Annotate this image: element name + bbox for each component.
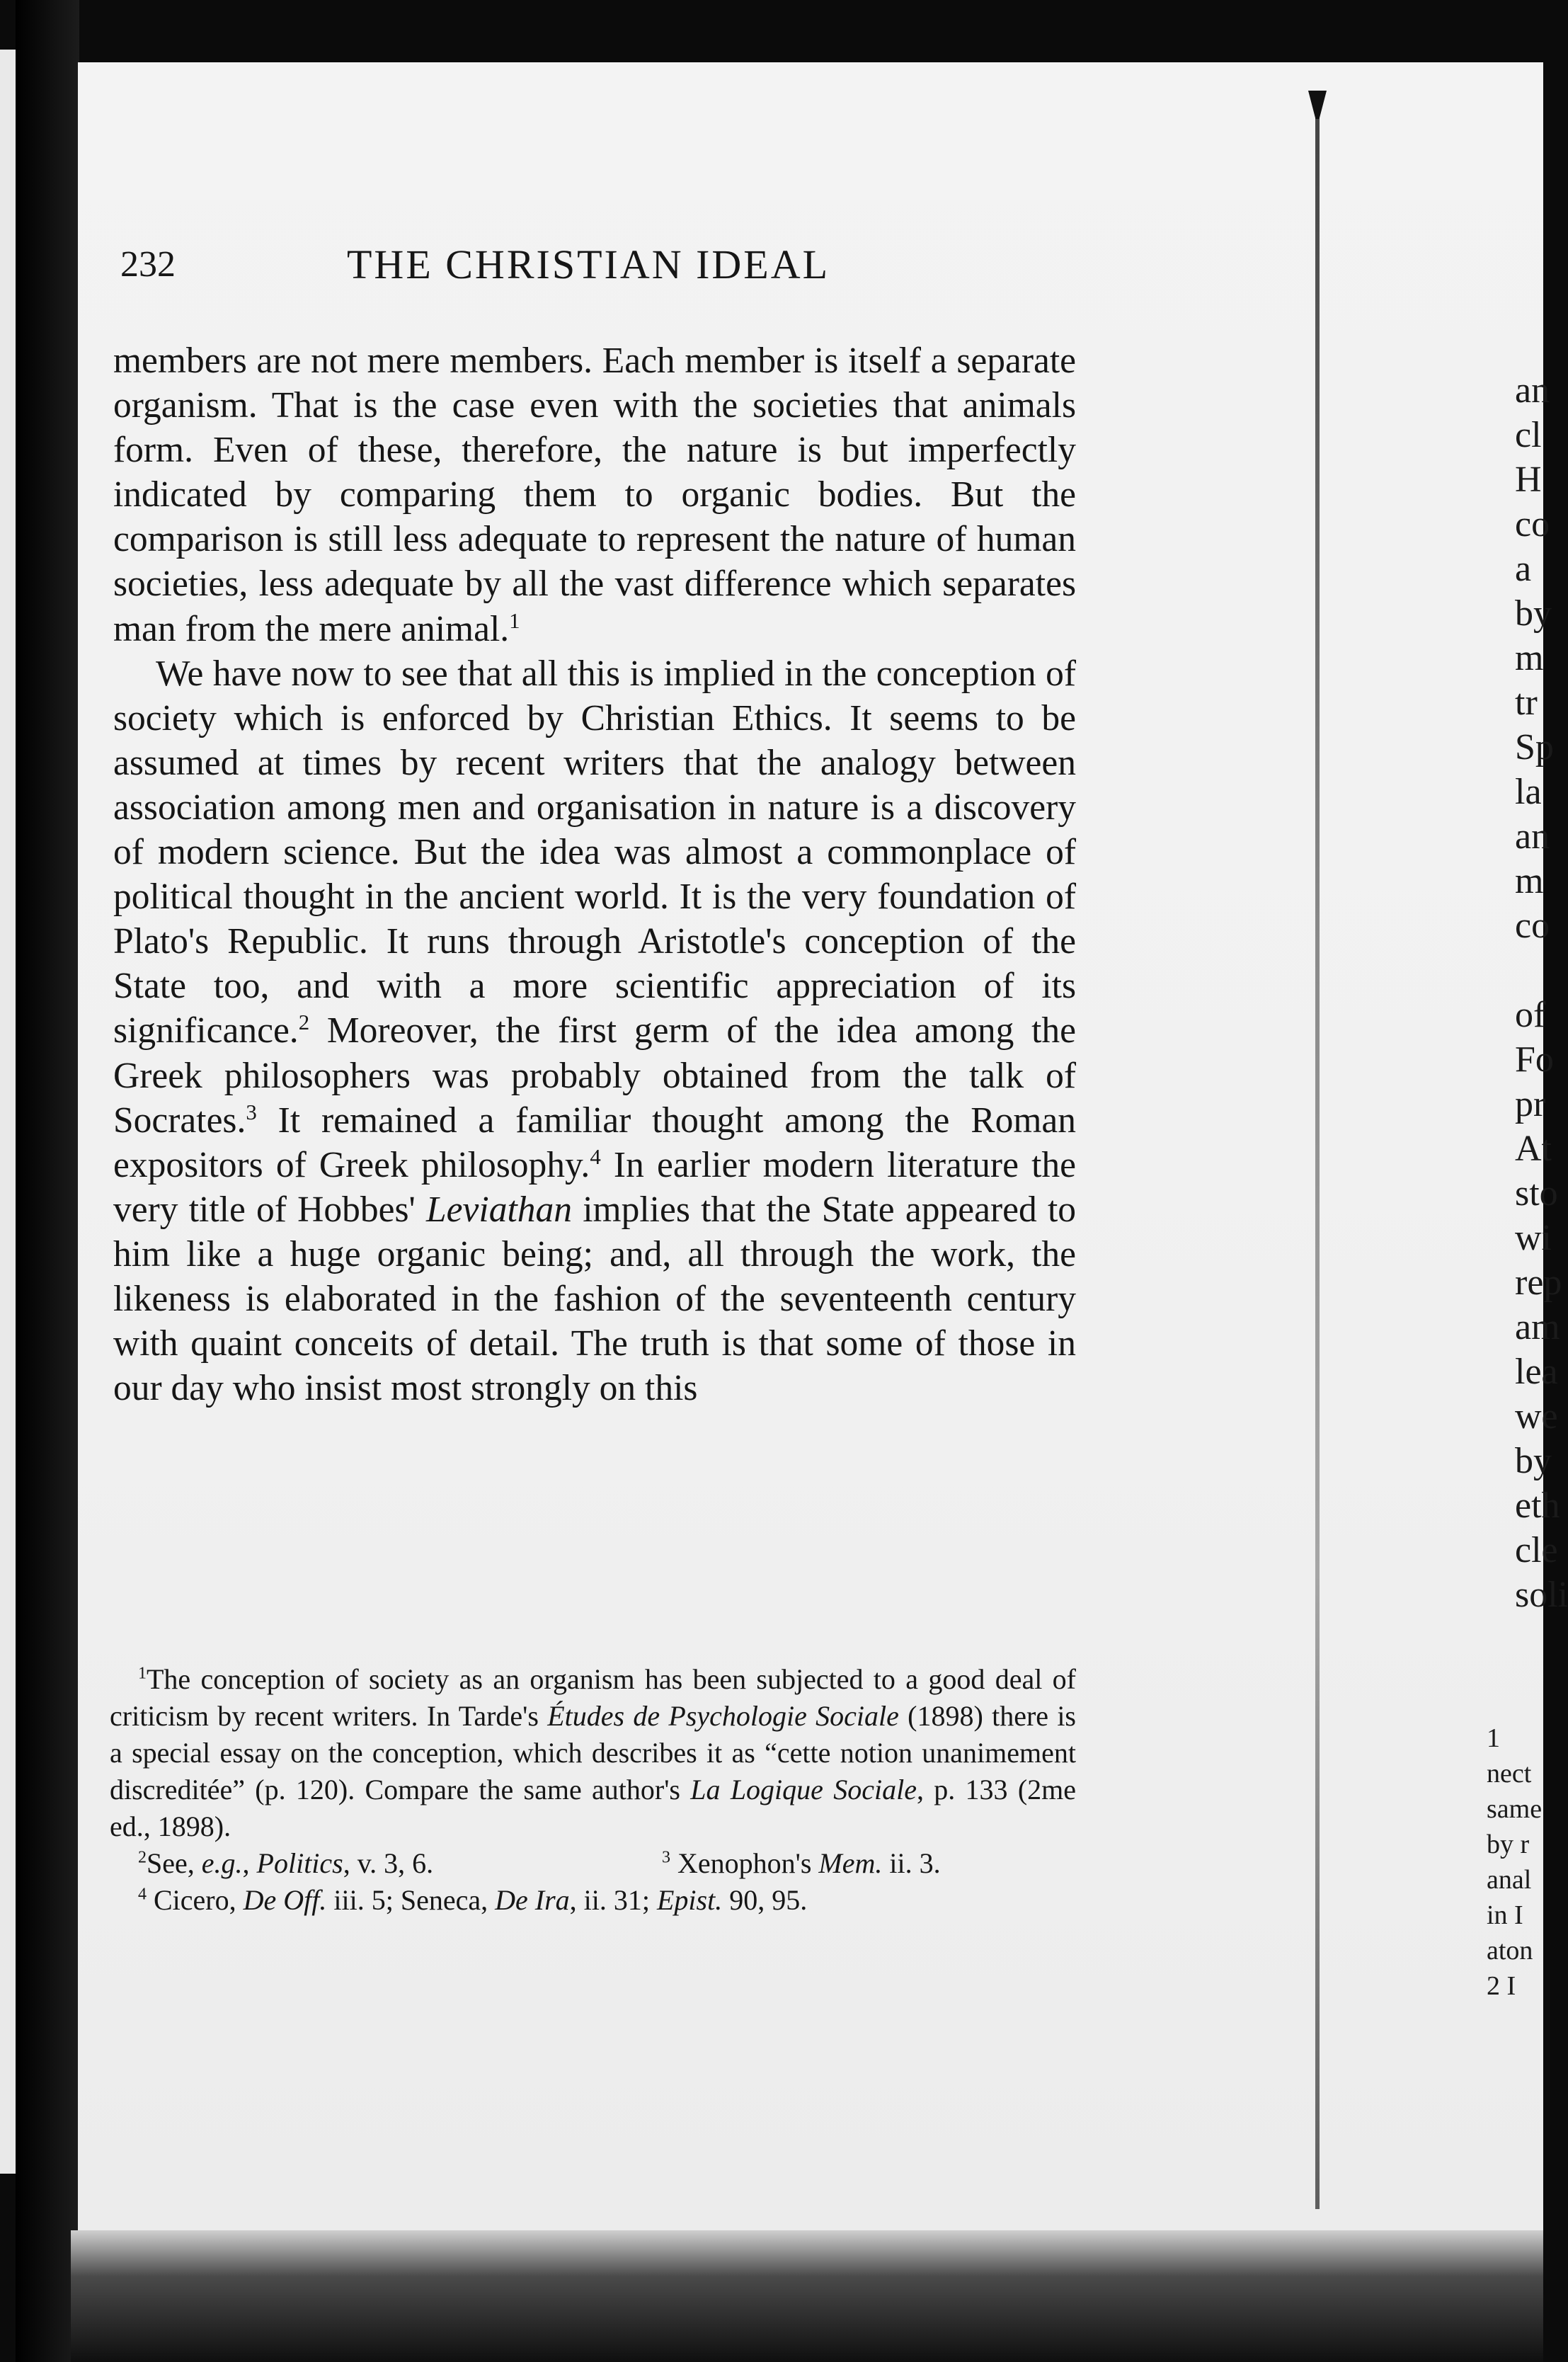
next-page-note-line: same [1487,1794,1543,1824]
next-page-fragment [1515,368,1568,1617]
next-page-note-line: by r [1487,1830,1530,1859]
footnote-3 [662,1845,941,1882]
next-page-line: co [1515,906,1550,946]
footnote-2-eg: e.g. [201,1847,243,1879]
next-page-line: we [1515,1396,1558,1437]
next-page-note-line: nect [1487,1759,1532,1788]
footnote-2-text-c: , v. 3, 6. [343,1847,434,1879]
footnote-1-work-a: Études de Psychologie Sociale [547,1700,899,1732]
footnote-2-work: Politics [256,1847,343,1879]
next-page-note-line: aton [1487,1936,1533,1966]
note-ref-1: 1 [509,607,520,633]
footnote-4-work-c: Epist. [656,1884,723,1916]
next-page-line: wi [1515,1218,1552,1258]
next-page-line [1515,948,1543,993]
footnote-1-text-c: , p. 133 (2me ed., 1898). [110,1774,1077,1842]
next-page-note-line: anal [1487,1865,1532,1895]
next-page-line: co [1515,504,1550,544]
next-page-line: by [1515,1441,1552,1481]
footnote-3-marker: 3 [662,1848,670,1867]
running-title: THE CHRISTIAN IDEAL [347,241,830,287]
next-page-line: Fo [1515,1039,1554,1080]
binding-shadow [16,0,79,2362]
paragraph-1-text: members are not mere members. Each member is itself a separate organism. That is the case even with the societies that animals form. Even of these, therefore, the nature is but imperfectly indicated by comparing them to organic bodies. But the comparison is still less adequate to represent the nature of human societies, less adequate by all the vast difference which separates man from the mere animal. [113,341,1076,649]
next-page-line: cl [1515,415,1542,455]
footnote-4 [110,1882,1076,1919]
note-ref-4: 4 [590,1143,601,1169]
footnote-4-marker: 4 [138,1885,147,1904]
footnotes [110,1661,1076,1919]
next-page-line: tr [1515,683,1538,723]
next-page-note-line: 2 I [1487,1971,1516,2001]
footnote-4-text-a: Cicero, [154,1884,244,1916]
running-head [120,241,1083,297]
footnote-4-work-a: De Off. [243,1884,327,1916]
next-page-line: cle [1515,1530,1558,1570]
footnote-1-text-b: (1898) there is a special essay on the conception, which describes it as “cette notion unanimement discreditée” (p. 120). Compare the same author's [110,1700,1076,1805]
footnote-1-text-a: The conception of society as an organism has been subjected to a good deal of criticism by recent writers. In Tarde's [110,1663,1076,1732]
note-ref-3: 3 [246,1099,257,1124]
next-page-line: rep [1515,1262,1562,1303]
footnote-4-text-b: iii. 5; Seneca, [326,1884,496,1916]
footnote-2 [138,1847,433,1879]
next-page-line: pr [1515,1084,1546,1124]
next-page-line: sto [1515,1173,1558,1214]
next-page-line: At [1515,1129,1552,1169]
footnote-2-text-a: See, [147,1847,202,1879]
page-number: 232 [120,244,176,285]
next-page-line: by [1515,593,1552,634]
next-page-line: a [1515,549,1532,589]
footnote-4-work-b: De Ira [495,1884,570,1916]
page-gutter-line [1315,92,1320,2209]
footnote-1 [110,1661,1076,1845]
paragraph-2-part-b: Moreover, the first germ of the idea among the Greek philosophers was probably obtained from the talk of Socrates. [113,1010,1076,1141]
previous-page-edge [0,50,16,2174]
body-text [113,338,1076,1410]
footnote-3-text-a: Xenophon's [677,1847,819,1879]
paragraph-2-part-a: We have now to see that all this is implied in the conception of society which is enforced by Christian Ethics. It seems to be assumed at times by recent writers that the analogy between association among men and organisation in nature is a discovery of modern science. But the idea was almost a commonplace of political thought in the ancient world. It is the very foundation of Plato's Republic. It runs through Aristotle's conception of the State too, and with a more scientific appreciation of its significance. [113,653,1076,1051]
footnote-1-marker: 1 [138,1664,147,1683]
note-ref-2: 2 [298,1010,310,1035]
next-page-line: m [1515,861,1544,901]
next-page-line: Sp [1515,727,1554,768]
next-page-line: an [1515,370,1550,411]
footnote-row-2-3 [110,1845,1076,1882]
paragraph-2-part-c: It remained a familiar thought among the Roman expositors of Greek philosophy. [113,1100,1076,1185]
next-page-line: m [1515,638,1544,678]
next-page-line: soli [1515,1575,1568,1615]
next-page-line: am [1515,1307,1560,1347]
footnote-4-text-d: 90, 95. [722,1884,808,1916]
footnote-2-text-b: , [242,1847,257,1879]
next-page-line: la [1515,772,1542,812]
next-page-line: of [1515,995,1546,1035]
footnote-2-marker: 2 [138,1848,147,1867]
footnote-3-text-b: ii. 3. [882,1847,941,1879]
paragraph-2-part-e: implies that the State appeared to him like a huge organic being; and, all through the work, the likeness is elaborated in the fashion of the seventeenth century with quaint conceits of detail. The truth is that some of those in our day who insist most strongly on this [113,1189,1077,1409]
next-page-note-line: in I [1487,1900,1523,1930]
paragraph-2 [113,651,1076,1411]
next-page-line: lea [1515,1352,1558,1392]
paragraph-1 [113,338,1076,651]
next-page-line: eth [1515,1485,1560,1526]
next-page-line: an [1515,816,1550,857]
next-page-note-line: 1 [1487,1723,1500,1753]
leviathan-title: Leviathan [426,1189,573,1230]
scan-bottom-edge [71,2230,1543,2362]
next-page-line: H [1515,460,1542,500]
footnote-3-work: Mem. [818,1847,883,1879]
footnote-4-text-c: , ii. 31; [569,1884,657,1916]
paragraph-2-part-d: In earlier modern literature the very title of Hobbes' [113,1144,1076,1230]
footnote-1-work-b: La Logique Sociale [690,1774,917,1805]
next-page-notes-fragment [1487,1721,1543,2004]
